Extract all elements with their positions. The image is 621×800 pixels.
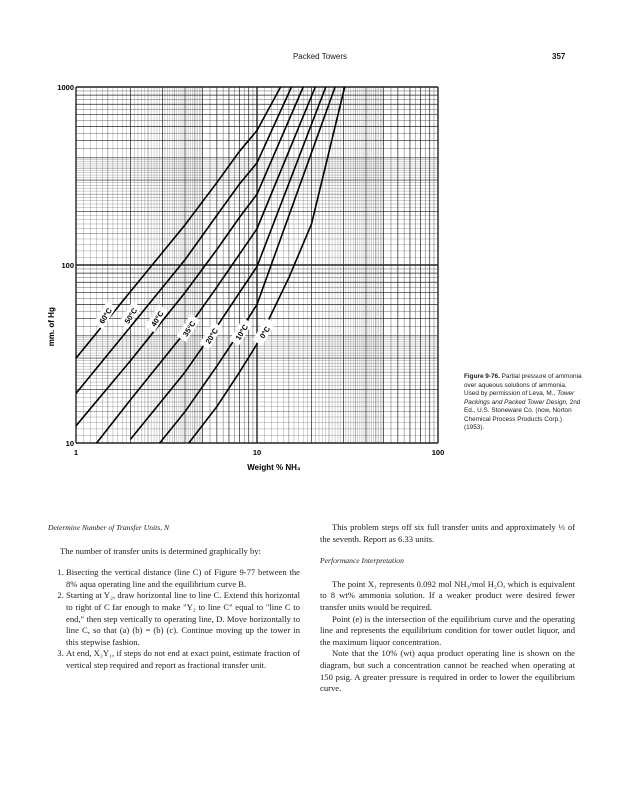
- caption-text-1: Partial pressure of ammonia over aqueous solutions of ammonia. Used by permission of Leva, M.,: [464, 373, 582, 397]
- y-tick-label: 100: [61, 261, 74, 270]
- x-tick-label: 100: [431, 448, 445, 457]
- x-tick-label: 1: [73, 448, 79, 457]
- curve-label: [253, 318, 276, 346]
- step-item: 2. Starting at Y₂, draw horizontal line to line C. Extend this horizontal to right of C far enough to make "Y₂ to line C" equal to "line C to end," then step vertically to operating line, D. Move horizontally to line C, so that (a) (b) = (b) (c). Continue moving up the tower in this stepwise fashion.: [66, 590, 300, 648]
- paragraph: Point (e) is the intersection of the equilibrium curve and the operating line and represents the equilibrium condition for tower outlet liquor, and the maximum liquor concentration.: [320, 613, 575, 647]
- curve-label-text: 50°C: [122, 306, 140, 326]
- left-text-column: [48, 522, 300, 672]
- paragraph: The point X₁ represents 0.092 mol NH₃/mol H₂O, which is equivalent to 8 wt% ammonia solution. If a weaker product were desired fewer transfer units would be required.: [320, 578, 575, 612]
- paragraph: Note that the 10% (wt) aqua product operating line is shown on the diagram, but such a concentration cannot be reached when operating at 150 psig. A greater pressure is required in order to lower the equilibrium curve.: [320, 648, 575, 694]
- chart-x-axis-label: Weight % NH₃: [247, 463, 301, 472]
- curve-label-text: 10°C: [233, 322, 251, 342]
- curve-label-text: 35°C: [180, 319, 198, 339]
- curve-label-text: 20°C: [203, 326, 221, 346]
- section-heading-transfer-units: Determine Number of Transfer Units, N: [48, 523, 170, 532]
- caption-text-2: 2nd Ed., U.S. Stoneware Co. (now, Norton Chemical Process Products Corp.) (1953).: [464, 398, 581, 431]
- right-text-column: [320, 522, 575, 695]
- partial-pressure-chart: [40, 75, 455, 475]
- chart-y-axis-label: mm. of Hg: [47, 307, 56, 347]
- step-item: 1. Bisecting the vertical distance (line C) of Figure 9-77 between the 8% aqua operating line and the equilibrium curve B.: [66, 567, 300, 590]
- section-heading-performance: Performance Interpretation: [320, 556, 404, 566]
- curve-label-text: 0°C: [257, 324, 273, 341]
- page-number: 357: [552, 52, 566, 61]
- caption-book-title: Tower Packings and Packed Tower Design,: [464, 390, 575, 406]
- step-item: 3. At end, X₂Y₁, if steps do not end at exact point, estimate fraction of vertical step required and report as fractional transfer unit.: [66, 648, 300, 671]
- figure-label: Figure 9-76.: [464, 373, 500, 380]
- y-tick-label: 10: [65, 439, 74, 448]
- chart-curve-labels: [93, 301, 275, 349]
- curve-label: [119, 301, 142, 329]
- curve-label-text: 40°C: [149, 309, 166, 329]
- paragraph: This problem steps off six full transfer units and approximately ⅓ of the seventh. Report as 6.33 units.: [320, 522, 575, 544]
- curve-label-text: 60°C: [97, 306, 114, 326]
- curve-50c: [76, 87, 292, 393]
- x-tick-label: 10: [252, 448, 262, 457]
- steps-list: [48, 567, 300, 671]
- running-header-title: Packed Towers: [292, 52, 348, 61]
- y-tick-label: 1000: [57, 83, 74, 92]
- figure-caption: [464, 373, 582, 433]
- intro-paragraph: The number of transfer units is determined graphically by:: [60, 545, 261, 556]
